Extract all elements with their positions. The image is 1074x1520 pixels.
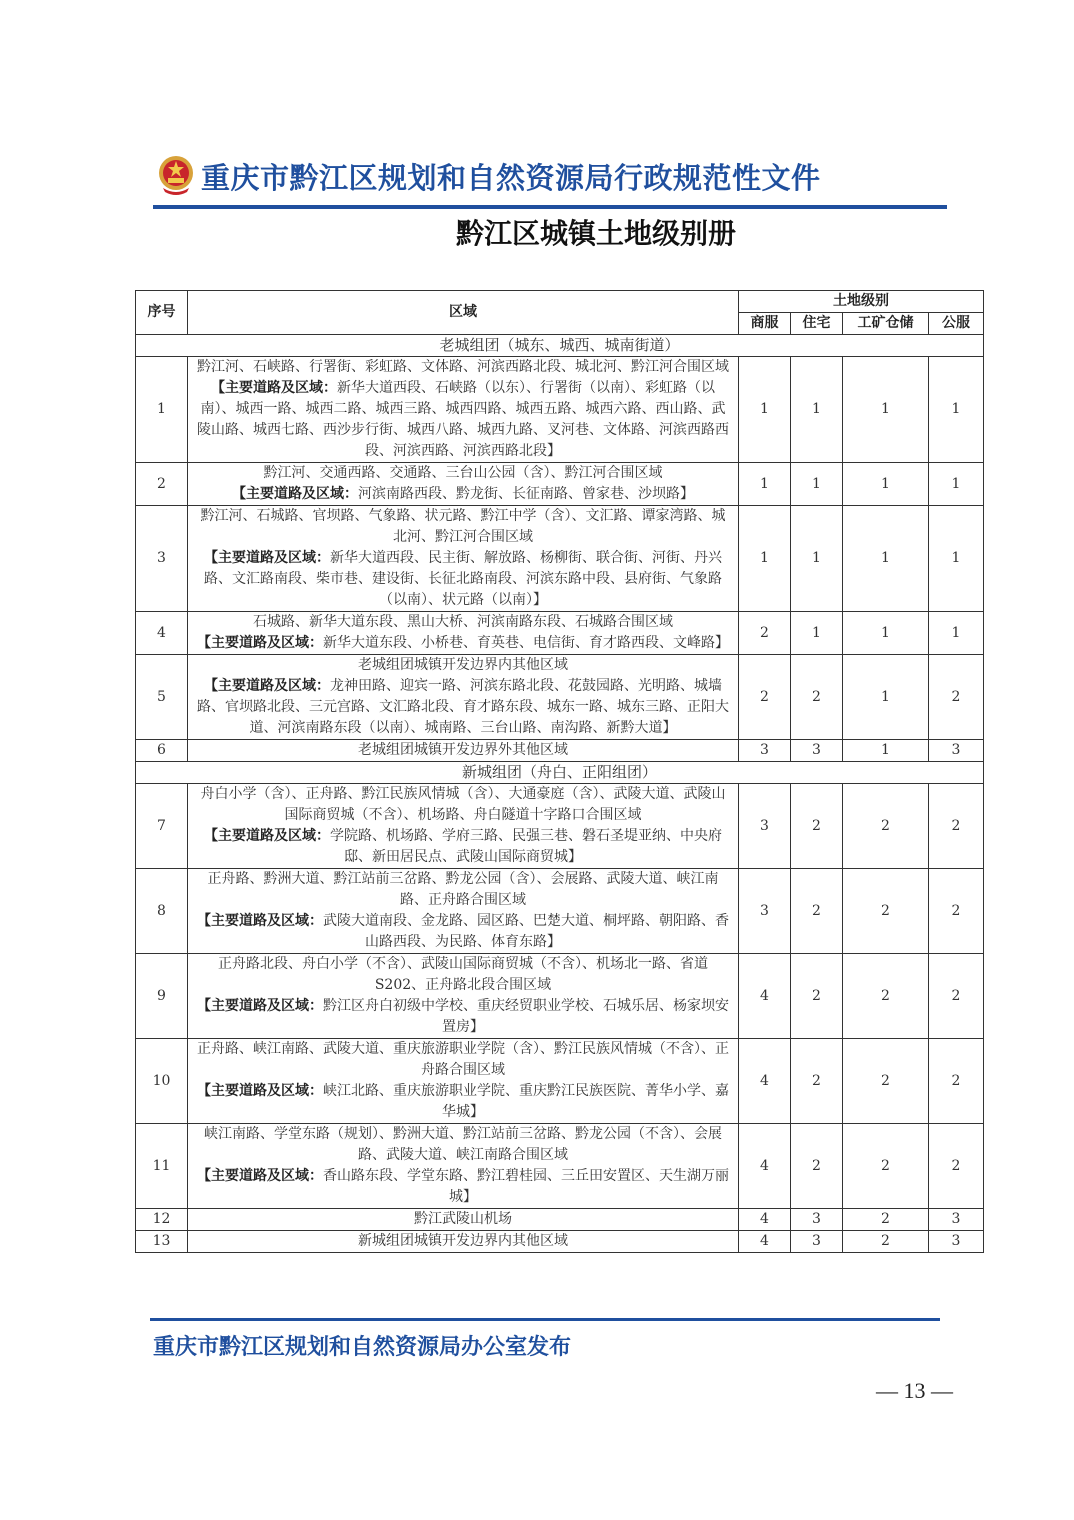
level-commercial: 4 bbox=[739, 954, 791, 1039]
level-public: 1 bbox=[929, 357, 984, 463]
row-number: 6 bbox=[136, 740, 188, 762]
area-cell bbox=[188, 655, 739, 740]
table-row bbox=[136, 612, 984, 655]
row-number: 7 bbox=[136, 784, 188, 869]
area-cell bbox=[188, 463, 739, 506]
area-description: 黔江河、石城路、官坝路、气象路、状元路、黔江中学（含）、文汇路、谭家湾路、城北河、黔江河合围区域 bbox=[200, 508, 726, 545]
level-residential: 2 bbox=[791, 1039, 843, 1124]
level-industrial: 2 bbox=[843, 1231, 929, 1253]
level-residential: 2 bbox=[791, 784, 843, 869]
level-industrial: 1 bbox=[843, 357, 929, 463]
main-roads bbox=[196, 826, 730, 868]
area-cell bbox=[188, 784, 739, 869]
area-cell bbox=[188, 612, 739, 655]
level-public: 1 bbox=[929, 463, 984, 506]
level-industrial: 2 bbox=[843, 1209, 929, 1231]
level-industrial: 2 bbox=[843, 784, 929, 869]
table-row bbox=[136, 1124, 984, 1209]
main-roads-label: 【主要道路及区域： bbox=[197, 1168, 323, 1184]
level-public: 2 bbox=[929, 655, 984, 740]
row-number: 3 bbox=[136, 506, 188, 612]
header-residential: 住宅 bbox=[791, 313, 843, 335]
page-number: — 13 — bbox=[876, 1378, 953, 1403]
main-roads-text: 新华大道西段、民主街、解放路、杨柳街、联合街、河街、丹兴路、文汇路南段、柴市巷、建设街、长征北路南段、河滨东路中段、县府街、气象路（以南）、状元路（以南）】 bbox=[204, 550, 722, 608]
group-title: 老城组团（城东、城西、城南街道） bbox=[136, 335, 984, 357]
area-description: 新城组团城镇开发边界内其他区域 bbox=[358, 1233, 568, 1249]
level-residential: 3 bbox=[791, 1209, 843, 1231]
main-roads bbox=[196, 378, 730, 462]
area-description: 黔江河、交通西路、交通路、三台山公园（含）、黔江河合围区域 bbox=[263, 465, 663, 481]
area-description: 峡江南路、学堂东路（规划）、黔洲大道、黔江站前三岔路、黔龙公园（不含）、会展路、武陵大道、峡江南路合围区域 bbox=[204, 1126, 722, 1163]
table-row bbox=[136, 463, 984, 506]
table-row bbox=[136, 357, 984, 463]
area-description: 黔江河、石峡路、行署街、彩虹路、文体路、河滨西路北段、城北河、黔江河合围区域 bbox=[197, 359, 729, 375]
level-industrial: 1 bbox=[843, 740, 929, 762]
area-description: 石城路、新华大道东段、黑山大桥、河滨南路东段、石城路合围区域 bbox=[253, 614, 673, 630]
area-cell bbox=[188, 1039, 739, 1124]
level-public: 2 bbox=[929, 1039, 984, 1124]
document-header bbox=[157, 150, 947, 210]
level-public: 2 bbox=[929, 784, 984, 869]
header-seq: 序号 bbox=[136, 291, 188, 335]
main-roads bbox=[196, 548, 730, 611]
main-roads-text: 黔江区舟白初级中学校、重庆经贸职业学校、石城乐居、杨家坝安置房】 bbox=[323, 998, 729, 1035]
main-roads bbox=[196, 996, 730, 1038]
level-commercial: 3 bbox=[739, 740, 791, 762]
area-description: 正舟路、黔洲大道、黔江站前三岔路、黔龙公园（含）、会展路、武陵大道、峡江南路、正舟路合围区域 bbox=[207, 871, 719, 908]
main-roads-label: 【主要道路及区域： bbox=[232, 486, 358, 502]
level-commercial: 2 bbox=[739, 612, 791, 655]
level-residential: 3 bbox=[791, 740, 843, 762]
area-cell bbox=[188, 1209, 739, 1231]
main-roads-text: 学院路、机场路、学府三路、民强三巷、磐石圣堤亚纳、中央府邸、新田居民点、武陵山国际商贸城】 bbox=[330, 828, 722, 865]
level-public: 1 bbox=[929, 506, 984, 612]
main-roads-text: 新华大道东段、小桥巷、育英巷、电信街、育才路西段、文峰路】 bbox=[323, 635, 729, 651]
level-public: 3 bbox=[929, 1209, 984, 1231]
level-commercial: 4 bbox=[739, 1231, 791, 1253]
level-residential: 2 bbox=[791, 655, 843, 740]
group-header-row bbox=[136, 762, 984, 784]
row-number: 13 bbox=[136, 1231, 188, 1253]
level-residential: 1 bbox=[791, 463, 843, 506]
row-number: 11 bbox=[136, 1124, 188, 1209]
main-roads-label: 【主要道路及区域： bbox=[197, 913, 323, 929]
row-number: 4 bbox=[136, 612, 188, 655]
level-commercial: 4 bbox=[739, 1209, 791, 1231]
level-commercial: 3 bbox=[739, 869, 791, 954]
table-row bbox=[136, 1039, 984, 1124]
main-roads bbox=[196, 484, 730, 505]
main-roads-label: 【主要道路及区域： bbox=[204, 550, 330, 566]
level-industrial: 1 bbox=[843, 463, 929, 506]
area-cell bbox=[188, 506, 739, 612]
table-row bbox=[136, 506, 984, 612]
level-industrial: 2 bbox=[843, 954, 929, 1039]
main-roads-text: 香山路东段、学堂东路、黔江碧桂园、三丘田安置区、天生湖万丽城】 bbox=[323, 1168, 729, 1205]
level-industrial: 1 bbox=[843, 655, 929, 740]
level-residential: 3 bbox=[791, 1231, 843, 1253]
main-roads-label: 【主要道路及区域： bbox=[197, 635, 323, 651]
main-roads-label: 【主要道路及区域： bbox=[197, 998, 323, 1014]
level-residential: 2 bbox=[791, 869, 843, 954]
area-description: 正舟路北段、舟白小学（不含）、武陵山国际商贸城（不含）、机场北一路、省道 S202、正舟路北段合围区域 bbox=[218, 956, 708, 993]
row-number: 1 bbox=[136, 357, 188, 463]
main-roads bbox=[196, 911, 730, 953]
main-roads-label: 【主要道路及区域： bbox=[211, 380, 337, 396]
table-row bbox=[136, 784, 984, 869]
row-number: 5 bbox=[136, 655, 188, 740]
level-industrial: 1 bbox=[843, 612, 929, 655]
level-residential: 1 bbox=[791, 506, 843, 612]
area-description: 老城组团城镇开发边界内其他区域 bbox=[358, 657, 568, 673]
group-title: 新城组团（舟白、正阳组团） bbox=[136, 762, 984, 784]
area-cell bbox=[188, 1231, 739, 1253]
header-title: 重庆市黔江区规划和自然资源局行政规范性文件 bbox=[201, 161, 821, 195]
national-emblem-icon bbox=[157, 154, 195, 196]
level-commercial: 4 bbox=[739, 1039, 791, 1124]
main-roads bbox=[196, 1166, 730, 1208]
level-industrial: 2 bbox=[843, 1039, 929, 1124]
level-commercial: 1 bbox=[739, 463, 791, 506]
table-row bbox=[136, 869, 984, 954]
level-residential: 1 bbox=[791, 357, 843, 463]
area-cell bbox=[188, 1124, 739, 1209]
table-row bbox=[136, 655, 984, 740]
level-residential: 1 bbox=[791, 612, 843, 655]
main-roads-label: 【主要道路及区域： bbox=[204, 828, 330, 844]
level-public: 2 bbox=[929, 1124, 984, 1209]
main-roads-label: 【主要道路及区域： bbox=[204, 678, 330, 694]
main-roads-text: 新华大道西段、石峡路（以东）、行署街（以南）、彩虹路（以南）、城西一路、城西二路、城西三路、城西四路、城西五路、城西六路、西山路、武陵山路、城西七路、西沙步行街、城西八路、城西九路、叉河巷、文体路、河滨西路西段、河滨西路、河滨西路北段】 bbox=[197, 380, 729, 459]
level-residential: 2 bbox=[791, 1124, 843, 1209]
area-description: 舟白小学（含）、正舟路、黔江民族风情城（含）、大通豪庭（含）、武陵大道、武陵山国际商贸城（不含）、机场路、舟白隧道十字路口合围区域 bbox=[200, 786, 726, 823]
level-commercial: 2 bbox=[739, 655, 791, 740]
level-public: 3 bbox=[929, 1231, 984, 1253]
table-row bbox=[136, 740, 984, 762]
level-commercial: 1 bbox=[739, 357, 791, 463]
area-cell bbox=[188, 954, 739, 1039]
row-number: 8 bbox=[136, 869, 188, 954]
level-public: 2 bbox=[929, 954, 984, 1039]
header-industrial: 工矿仓储 bbox=[843, 313, 929, 335]
footer-divider bbox=[150, 1318, 940, 1321]
row-number: 9 bbox=[136, 954, 188, 1039]
table-body bbox=[136, 335, 984, 1253]
main-roads-label: 【主要道路及区域： bbox=[197, 1083, 323, 1099]
row-number: 10 bbox=[136, 1039, 188, 1124]
land-level-table bbox=[135, 290, 984, 1253]
area-cell bbox=[188, 869, 739, 954]
level-industrial: 2 bbox=[843, 1124, 929, 1209]
header-area: 区域 bbox=[188, 291, 739, 335]
area-description: 黔江武陵山机场 bbox=[414, 1211, 512, 1227]
table-row bbox=[136, 1209, 984, 1231]
table-row bbox=[136, 954, 984, 1039]
level-public: 1 bbox=[929, 612, 984, 655]
level-public: 3 bbox=[929, 740, 984, 762]
row-number: 2 bbox=[136, 463, 188, 506]
level-industrial: 2 bbox=[843, 869, 929, 954]
header-divider bbox=[153, 205, 947, 209]
level-residential: 2 bbox=[791, 954, 843, 1039]
header-land-level: 土地级别 bbox=[739, 291, 984, 313]
header-commercial: 商服 bbox=[739, 313, 791, 335]
level-public: 2 bbox=[929, 869, 984, 954]
main-roads bbox=[196, 633, 730, 654]
group-header-row bbox=[136, 335, 984, 357]
area-description: 正舟路、峡江南路、武陵大道、重庆旅游职业学院（含）、黔江民族风情城（不含）、正舟路合围区域 bbox=[197, 1041, 729, 1078]
area-description: 老城组团城镇开发边界外其他区域 bbox=[358, 742, 568, 758]
area-cell bbox=[188, 740, 739, 762]
level-commercial: 4 bbox=[739, 1124, 791, 1209]
main-roads-text: 武陵大道南段、金龙路、园区路、巴楚大道、桐坪路、朝阳路、香山路西段、为民路、体育东路】 bbox=[323, 913, 729, 950]
level-industrial: 1 bbox=[843, 506, 929, 612]
main-roads-text: 河滨南路西段、黔龙街、长征南路、曾家巷、沙坝路】 bbox=[358, 486, 694, 502]
main-roads-text: 峡江北路、重庆旅游职业学院、重庆黔江民族医院、菁华小学、嘉华城】 bbox=[323, 1083, 729, 1120]
document-title: 黔江区城镇土地级别册 bbox=[455, 217, 736, 250]
footer-publisher: 重庆市黔江区规划和自然资源局办公室发布 bbox=[153, 1334, 572, 1360]
main-roads-text: 龙神田路、迎宾一路、河滨东路北段、花鼓园路、光明路、城墙路、官坝路北段、三元宫路、文汇路北段、育才路东段、城东一路、城东三路、正阳大道、河滨南路东段（以南）、城南路、三台山路、南沟路、新黔大道】 bbox=[197, 678, 729, 736]
main-roads bbox=[196, 676, 730, 739]
level-commercial: 1 bbox=[739, 506, 791, 612]
main-roads bbox=[196, 1081, 730, 1123]
header-public: 公服 bbox=[929, 313, 984, 335]
row-number: 12 bbox=[136, 1209, 188, 1231]
level-commercial: 3 bbox=[739, 784, 791, 869]
area-cell bbox=[188, 357, 739, 463]
table-row bbox=[136, 1231, 984, 1253]
